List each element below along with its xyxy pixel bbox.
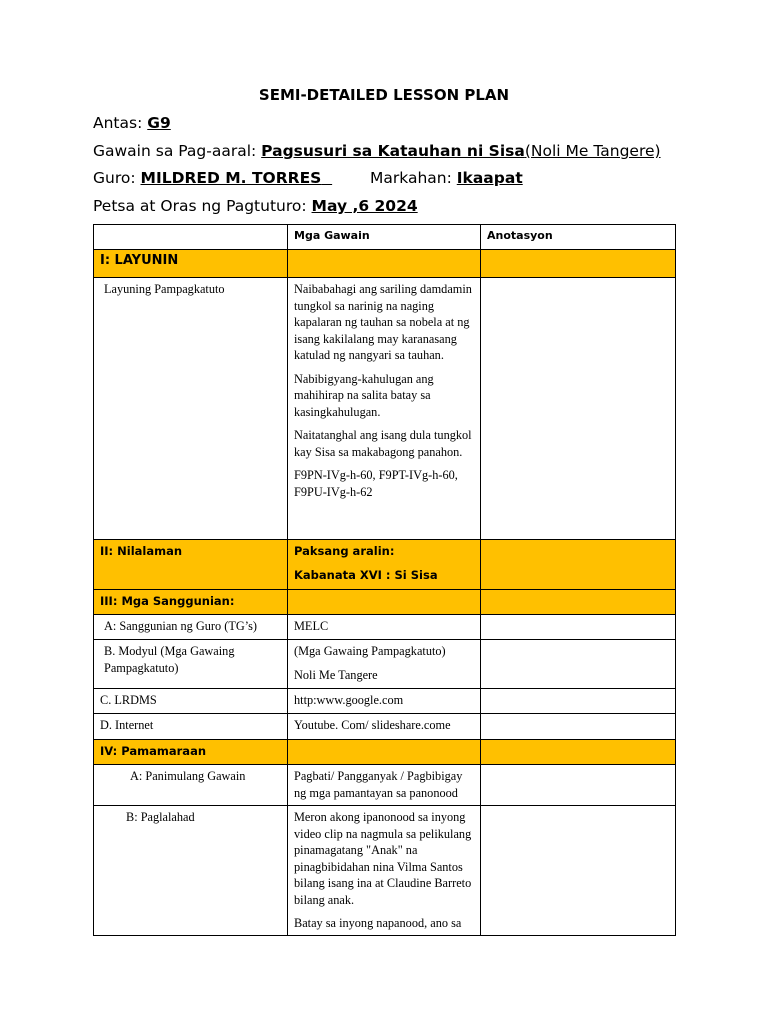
guro-line bbox=[93, 169, 523, 187]
markahan-value: Ikaapat bbox=[456, 169, 523, 187]
tg-value: MELC bbox=[288, 615, 481, 640]
petsa-label: Petsa at Oras ng Pagtuturo: bbox=[93, 197, 307, 215]
table-row-paglalahad bbox=[94, 806, 676, 936]
internet-value: Youtube. Com/ slideshare.come bbox=[288, 714, 481, 740]
layunin-item: Naibabahagi ang sariling damdamin tungkol sa narinig na naging kapalaran ng tauhan sa nobela at ng isang kakilalang may karanasang katulad ng nangyari sa tauhan. bbox=[294, 282, 472, 362]
section-row-pamamaraan bbox=[94, 740, 676, 765]
table-row-tg bbox=[94, 615, 676, 640]
lrdms-label: C. LRDMS bbox=[94, 689, 288, 714]
gawain-value: Pagsusuri sa Katauhan ni Sisa bbox=[261, 142, 525, 160]
header-cell-mga-gawain: Mga Gawain bbox=[288, 225, 481, 250]
section-title-sanggunian: III: Mga Sanggunian: bbox=[94, 590, 288, 615]
table-row-modyul bbox=[94, 640, 676, 689]
modyul-item: (Mga Gawaing Pampagkatuto) bbox=[294, 644, 446, 658]
paglalahad-label: B: Paglalahad bbox=[126, 810, 195, 824]
lesson-plan-table bbox=[93, 224, 676, 936]
header-cell-anotasyon: Anotasyon bbox=[481, 225, 676, 250]
gawain-label: Gawain sa Pag-aaral: bbox=[93, 142, 257, 160]
paglalahad-item: Batay sa inyong napanood, ano sa bbox=[294, 916, 462, 930]
document-title: SEMI-DETAILED LESSON PLAN bbox=[258, 86, 510, 104]
modyul-item: Noli Me Tangere bbox=[294, 667, 378, 682]
header-cell-blank bbox=[94, 225, 288, 250]
table-header-row bbox=[94, 225, 676, 250]
modyul-label: B. Modyul (Mga Gawaing Pampagkatuto) bbox=[104, 644, 235, 675]
paglalahad-item: Meron akong ipanonood sa inyong video clip na nagmula sa pelikulang pinamagatang "Anak" na pinagbibidahan nina Vilma Santos bilang isang ina at Claudine Barreto bilang anak. bbox=[294, 810, 472, 907]
gawain-note: (Noli Me Tangere) bbox=[524, 142, 661, 160]
guro-label: Guro: bbox=[93, 169, 136, 187]
layunin-item: Naitatanghal ang isang dula tungkol kay Sisa sa makabagong panahon. bbox=[294, 428, 472, 459]
section-row-layunin bbox=[94, 250, 676, 278]
antas-value: G9 bbox=[147, 114, 171, 132]
table-row-panimula bbox=[94, 765, 676, 806]
tg-label: A: Sanggunian ng Guro (TG’s) bbox=[104, 619, 258, 633]
table-row-internet bbox=[94, 714, 676, 740]
layunin-items-cell bbox=[288, 278, 481, 540]
gawain-line bbox=[93, 142, 661, 160]
antas-line bbox=[93, 114, 171, 132]
layunin-item: F9PN-IVg-h-60, F9PT-IVg-h-60, F9PU-IVg-h-62 bbox=[294, 468, 458, 499]
antas-label: Antas: bbox=[93, 114, 143, 132]
panimula-value: Pagbati/ Pangganyak / Pagbibigay ng mga pamantayan sa panonood bbox=[288, 765, 481, 806]
section-title-layunin: I: LAYUNIN bbox=[94, 250, 288, 278]
nilalaman-item: Paksang aralin: bbox=[294, 544, 395, 558]
lrdms-value: http:www.google.com bbox=[288, 689, 481, 714]
layunin-label: Layuning Pampagkatuto bbox=[104, 282, 225, 296]
section-row-nilalaman bbox=[94, 540, 676, 590]
internet-label: D. Internet bbox=[94, 714, 288, 740]
nilalaman-item: Kabanata XVI : Si Sisa bbox=[294, 567, 438, 582]
table-row-layunin bbox=[94, 278, 676, 540]
section-title-pamamaraan: IV: Pamamaraan bbox=[94, 740, 288, 765]
section-title-nilalaman: II: Nilalaman bbox=[94, 540, 288, 590]
guro-value: MILDRED M. TORRES bbox=[140, 169, 322, 187]
markahan-label: Markahan: bbox=[370, 169, 452, 187]
layunin-item: Nabibigyang-kahulugan ang mahihirap na salita batay sa kasingkahulugan. bbox=[294, 371, 434, 419]
petsa-value: May ,6 2024 bbox=[311, 197, 418, 215]
panimula-label: A: Panimulang Gawain bbox=[130, 769, 246, 783]
table-row-lrdms bbox=[94, 689, 676, 714]
petsa-line bbox=[93, 197, 418, 215]
section-row-sanggunian bbox=[94, 590, 676, 615]
